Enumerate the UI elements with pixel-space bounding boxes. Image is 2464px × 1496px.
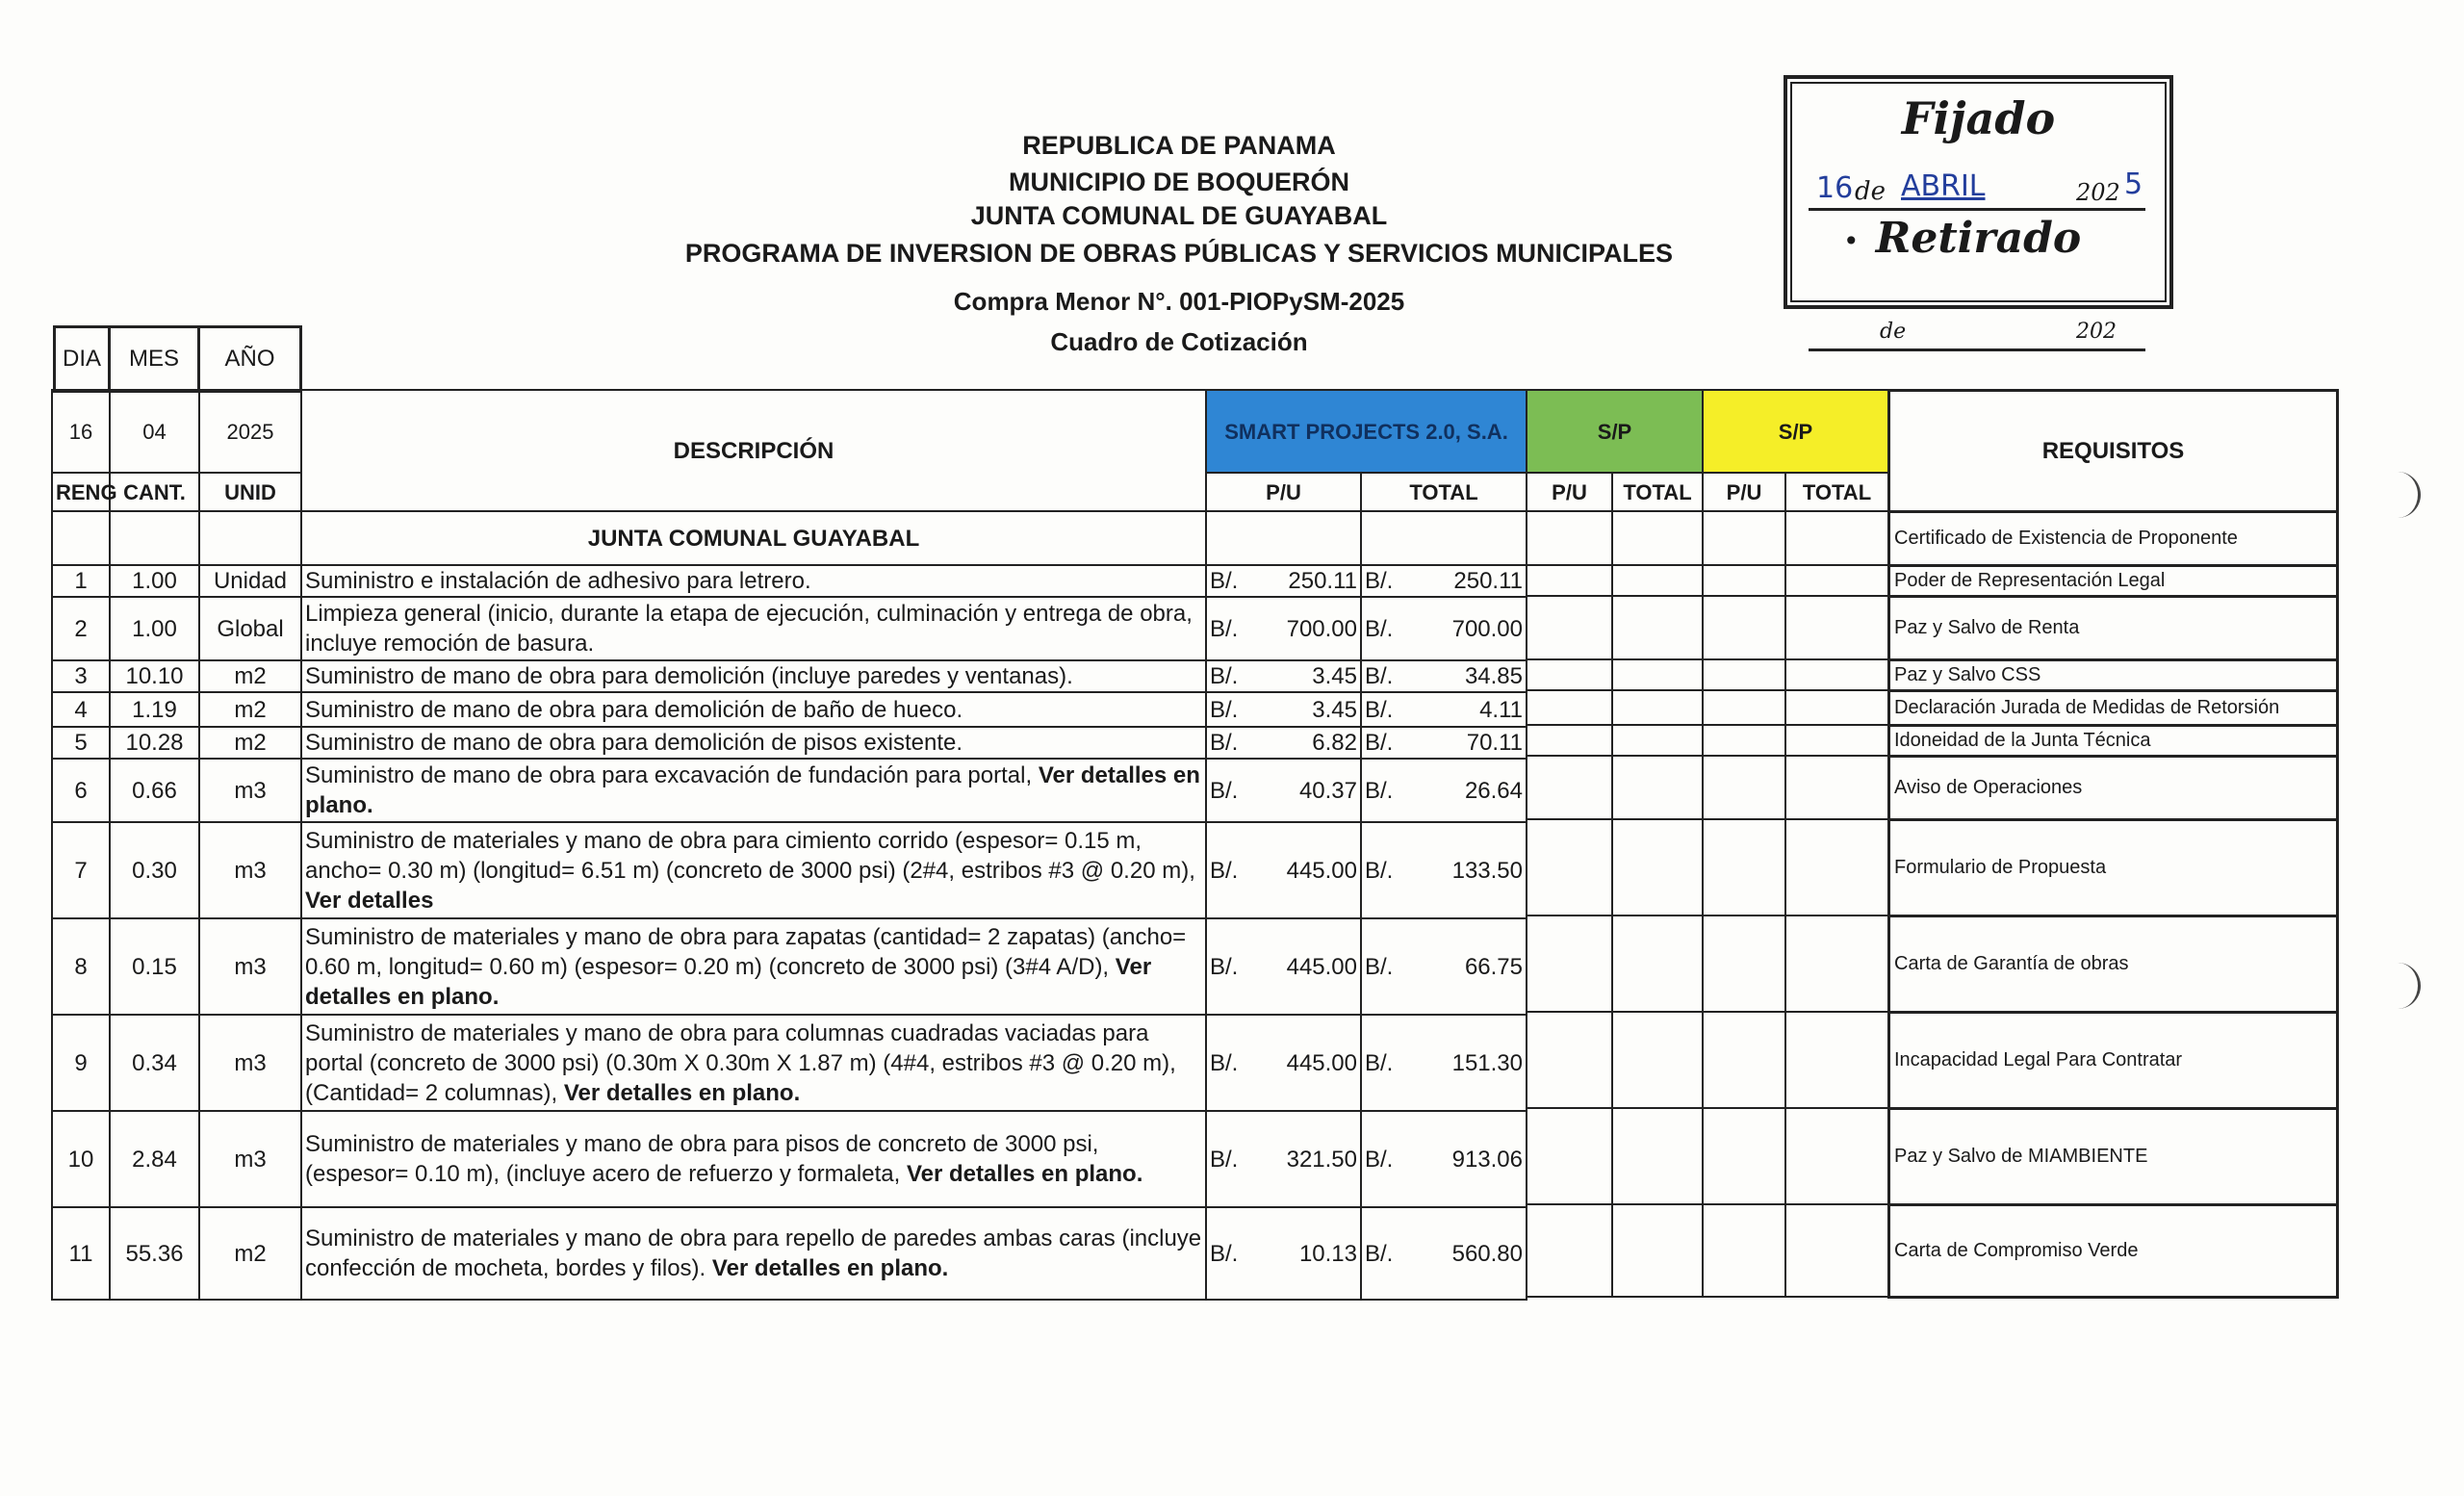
total-value: 34.85: [1464, 663, 1523, 689]
total-value: 26.64: [1464, 777, 1523, 804]
stamp-day-handwritten: 16: [1816, 171, 1854, 205]
pu-value: 445.00: [1286, 1049, 1357, 1076]
descripcion-bold-text: Ver detalles en plano.: [305, 953, 1152, 1010]
title-junta: JUNTA COMUNAL DE GUAYABAL: [970, 201, 1388, 230]
currency-label: B/.: [1210, 568, 1239, 594]
pu-cell: [1206, 660, 1361, 692]
pu-cell: [1206, 1207, 1361, 1300]
cant-cell: 1.00: [110, 565, 199, 597]
requisito-item: Incapacidad Legal Para Contratar: [1889, 1013, 2338, 1109]
stamp-mark: •: [1843, 225, 1860, 257]
table-row: [52, 597, 1527, 660]
total-cell: [1361, 565, 1527, 597]
descripcion-cell: [301, 660, 1206, 692]
descripcion-cell: [301, 692, 1206, 727]
descripcion-text: Suministro e instalación de adhesivo para letrero.: [305, 568, 811, 594]
binder-hole-mark: [2397, 963, 2421, 1009]
descripcion-cell: [301, 597, 1206, 660]
table-row: [52, 660, 1527, 692]
pu-cell: [1206, 727, 1361, 759]
stamp-de2-label: de: [1880, 320, 1907, 344]
total-cell: [1361, 918, 1527, 1015]
descripcion-text: Suministro de mano de obra para demolición de baño de hueco.: [305, 696, 963, 723]
table-row: [1527, 756, 1888, 819]
currency-label: B/.: [1210, 1049, 1239, 1076]
cant-cell: 0.15: [110, 918, 199, 1015]
descripcion-text: Suministro de mano de obra para excavación de fundación para portal,: [305, 762, 1039, 788]
stamp-year-prefix: 202: [2076, 179, 2120, 206]
table-row: [52, 822, 1527, 918]
dia-label: DIA: [55, 327, 110, 392]
cant-header: CANT.: [110, 473, 199, 511]
total-value: 700.00: [1451, 615, 1523, 642]
cant-cell: 2.84: [110, 1111, 199, 1207]
cant-cell: 0.66: [110, 759, 199, 822]
table-row: [1527, 819, 1888, 916]
unid-cell: m3: [199, 1015, 301, 1111]
total-value: 70.11: [1466, 730, 1523, 756]
sp1-total-header: TOTAL: [1612, 473, 1703, 511]
currency-label: B/.: [1365, 730, 1394, 756]
requisito-item: Declaración Jurada de Medidas de Retorsión: [1889, 691, 2338, 726]
pu-value: 445.00: [1286, 953, 1357, 980]
total-value: 66.75: [1464, 953, 1523, 980]
table-row: [1527, 1108, 1888, 1204]
total-cell: [1361, 759, 1527, 822]
unid-cell: m3: [199, 918, 301, 1015]
pu-value: 3.45: [1312, 663, 1357, 689]
currency-label: B/.: [1365, 696, 1394, 723]
title-republica: REPUBLICA DE PANAMA: [1022, 131, 1336, 160]
pu-cell: [1206, 597, 1361, 660]
total-value: 250.11: [1453, 568, 1523, 594]
table-row: [52, 1207, 1527, 1300]
unid-cell: m3: [199, 822, 301, 918]
currency-label: B/.: [1365, 1049, 1394, 1076]
table-row: [52, 1111, 1527, 1207]
requisito-item: Certificado de Existencia de Proponente: [1889, 512, 2338, 566]
cant-cell: 1.19: [110, 692, 199, 727]
descripcion-cell: [301, 1207, 1206, 1300]
sp2-total-header: TOTAL: [1785, 473, 1888, 511]
binder-hole-mark: [2397, 472, 2421, 518]
reng-cell: 11: [52, 1207, 110, 1300]
table-row: [52, 1015, 1527, 1111]
pu-header: P/U: [1206, 473, 1361, 511]
reng-cell: 6: [52, 759, 110, 822]
stamp-fijado: Fijado: [1901, 92, 2056, 144]
currency-label: B/.: [1210, 1240, 1239, 1267]
total-cell: [1361, 727, 1527, 759]
unid-cell: m2: [199, 1207, 301, 1300]
section-title: JUNTA COMUNAL GUAYABAL: [301, 511, 1206, 565]
requisito-item: Paz y Salvo CSS: [1889, 660, 2338, 691]
title-municipio: MUNICIPIO DE BOQUERÓN: [1008, 168, 1350, 196]
unid-cell: Global: [199, 597, 301, 660]
requisito-item: Aviso de Operaciones: [1889, 757, 2338, 820]
total-cell: [1361, 1111, 1527, 1207]
table-row: [1527, 725, 1888, 756]
currency-label: B/.: [1210, 1146, 1239, 1173]
mes-label: MES: [110, 327, 199, 392]
unid-cell: m2: [199, 660, 301, 692]
pu-value: 40.37: [1298, 777, 1357, 804]
compra-menor-number: Compra Menor N°. 001-PIOPySM-2025: [953, 287, 1405, 316]
descripcion-cell: [301, 565, 1206, 597]
vendor-smart-projects-header: SMART PROJECTS 2.0, S.A.: [1206, 390, 1527, 473]
total-cell: [1361, 597, 1527, 660]
currency-label: B/.: [1365, 663, 1394, 689]
reng-cell: 2: [52, 597, 110, 660]
descripcion-bold-text: Ver detalles: [305, 887, 434, 914]
table-row: [52, 727, 1527, 759]
cant-cell: 1.00: [110, 597, 199, 660]
pu-value: 6.82: [1312, 730, 1357, 756]
cant-cell: 55.36: [110, 1207, 199, 1300]
currency-label: B/.: [1365, 568, 1394, 594]
table-row: [1527, 596, 1888, 659]
reng-cell: 7: [52, 822, 110, 918]
descripcion-bold-text: Ver detalles en plano.: [906, 1161, 1143, 1187]
reng-cell: 3: [52, 660, 110, 692]
reng-header: RENG: [52, 473, 110, 511]
reng-cell: 10: [52, 1111, 110, 1207]
total-value: 913.06: [1451, 1146, 1523, 1173]
total-value: 4.11: [1479, 696, 1523, 723]
descripcion-text: Suministro de materiales y mano de obra para repello de paredes ambas caras (incluye confección de mocheta, bordes y filos).: [305, 1225, 1202, 1281]
ano-value: 2025: [199, 390, 301, 473]
pu-value: 10.13: [1298, 1240, 1357, 1267]
descripcion-text: Suministro de mano de obra para demolición de pisos existente.: [305, 730, 963, 756]
descripcion-cell: [301, 1015, 1206, 1111]
requisito-item: Carta de Compromiso Verde: [1889, 1205, 2338, 1298]
unid-cell: m2: [199, 727, 301, 759]
fijado-retirado-stamp: [1784, 75, 2173, 344]
descripcion-text: Suministro de mano de obra para demolición (incluye paredes y ventanas).: [305, 663, 1073, 689]
title-programa: PROGRAMA DE INVERSION DE OBRAS PÚBLICAS Y SERVICIOS MUNICIPALES: [684, 239, 1674, 268]
descripcion-cell: [301, 727, 1206, 759]
total-cell: [1361, 822, 1527, 918]
stamp-retirado: Retirado: [1875, 214, 2082, 263]
descripcion-text: Suministro de materiales y mano de obra para cimiento corrido (espesor= 0.15 m, ancho= 0.30 m) (longitud= 6.51 m) (concreto de 3000 psi) (2#4, estribos #3 @ 0.20 m),: [305, 827, 1195, 884]
stamp-de-label: de: [1855, 177, 1886, 206]
descripcion-cell: [301, 822, 1206, 918]
pu-cell: [1206, 822, 1361, 918]
pu-cell: [1206, 918, 1361, 1015]
table-row: [1527, 916, 1888, 1012]
total-value: 133.50: [1451, 857, 1523, 884]
table-row: [52, 565, 1527, 597]
total-value: 560.80: [1451, 1240, 1523, 1267]
unid-cell: m2: [199, 692, 301, 727]
descripcion-text: Suministro de materiales y mano de obra para columnas cuadradas vaciadas para portal (concreto de 3000 psi) (0.30m X 0.30m X 1.87 m) (4#4, estribos #3 @ 0.20 m), (Cantidad= 2 columnas),: [305, 1019, 1176, 1106]
descripcion-cell: [301, 1111, 1206, 1207]
currency-label: B/.: [1210, 696, 1239, 723]
currency-label: B/.: [1365, 857, 1394, 884]
descripcion-bold-text: Ver detalles en plano.: [305, 762, 1200, 818]
currency-label: B/.: [1210, 730, 1239, 756]
currency-label: B/.: [1365, 953, 1394, 980]
requisito-item: Paz y Salvo de MIAMBIENTE: [1889, 1109, 2338, 1205]
table-row: [1527, 1012, 1888, 1108]
descripcion-header: DESCRIPCIÓN: [301, 390, 1206, 511]
requisito-item: Idoneidad de la Junta Técnica: [1889, 726, 2338, 757]
descripcion-text: Suministro de materiales y mano de obra para pisos de concreto de 3000 psi, (espesor= 0.10 m), (incluye acero de refuerzo y formaleta,: [305, 1131, 1099, 1187]
currency-label: B/.: [1365, 1146, 1394, 1173]
total-cell: [1361, 1015, 1527, 1111]
table-row: [1527, 1204, 1888, 1297]
pu-cell: [1206, 1111, 1361, 1207]
unid-cell: m3: [199, 759, 301, 822]
requisito-item: Carta de Garantía de obras: [1889, 916, 2338, 1013]
reng-cell: 4: [52, 692, 110, 727]
unid-cell: Unidad: [199, 565, 301, 597]
requisito-item: Paz y Salvo de Renta: [1889, 597, 2338, 660]
descripcion-text: Suministro de materiales y mano de obra para zapatas (cantidad= 2 zapatas) (ancho= 0.60 m, longitud= 0.60 m) (espesor= 0.20 m) (concreto de 3000 psi) (3#4 A/D),: [305, 923, 1187, 980]
reng-cell: 1: [52, 565, 110, 597]
table-row: [1527, 690, 1888, 725]
requisitos-header: REQUISITOS: [1889, 391, 2338, 512]
total-cell: [1361, 660, 1527, 692]
pu-cell: [1206, 759, 1361, 822]
total-value: 151.30: [1451, 1049, 1523, 1076]
currency-label: B/.: [1210, 857, 1239, 884]
reng-cell: 5: [52, 727, 110, 759]
pu-value: 445.00: [1286, 857, 1357, 884]
pu-value: 250.11: [1288, 568, 1357, 594]
sp1-pu-header: P/U: [1527, 473, 1612, 511]
cant-cell: 10.10: [110, 660, 199, 692]
descripcion-cell: [301, 759, 1206, 822]
table-row: [52, 692, 1527, 727]
pu-value: 700.00: [1286, 615, 1357, 642]
ano-label: AÑO: [199, 327, 301, 392]
total-header: TOTAL: [1361, 473, 1527, 511]
currency-label: B/.: [1210, 615, 1239, 642]
stamp-month-handwritten: ABRIL: [1901, 169, 1986, 203]
quotation-table: [51, 389, 1527, 1301]
unid-header: UNID: [199, 473, 301, 511]
pu-value: 3.45: [1312, 696, 1357, 723]
table-row: [52, 759, 1527, 822]
date-header-table: [53, 325, 302, 393]
table-row: [1527, 565, 1888, 596]
cuadro-cotizacion-title: Cuadro de Cotización: [1050, 327, 1308, 356]
pu-cell: [1206, 1015, 1361, 1111]
cant-cell: 0.34: [110, 1015, 199, 1111]
currency-label: B/.: [1210, 777, 1239, 804]
currency-label: B/.: [1365, 615, 1394, 642]
table-row: [52, 918, 1527, 1015]
requisito-item: Poder de Representación Legal: [1889, 566, 2338, 597]
pu-value: 321.50: [1286, 1146, 1357, 1173]
stamp-year-digit-handwritten: 5: [2124, 168, 2143, 201]
sp2-pu-header: P/U: [1703, 473, 1785, 511]
currency-label: B/.: [1365, 1240, 1394, 1267]
currency-label: B/.: [1210, 953, 1239, 980]
mes-value: 04: [110, 390, 199, 473]
vendor-sp-2-header: S/P: [1703, 390, 1888, 473]
other-vendors-table: [1526, 389, 1889, 1298]
vendor-sp-1-header: S/P: [1527, 390, 1703, 473]
descripcion-bold-text: Ver detalles en plano.: [563, 1079, 801, 1106]
cant-cell: 10.28: [110, 727, 199, 759]
currency-label: B/.: [1365, 777, 1394, 804]
requisitos-table: [1887, 389, 2339, 1299]
pu-cell: [1206, 565, 1361, 597]
descripcion-bold-text: Ver detalles en plano.: [711, 1255, 949, 1281]
table-row: [1527, 659, 1888, 690]
stamp-year-prefix2: 202: [2076, 320, 2117, 344]
pu-cell: [1206, 692, 1361, 727]
requisito-item: Formulario de Propuesta: [1889, 820, 2338, 916]
dia-value: 16: [52, 390, 110, 473]
total-cell: [1361, 1207, 1527, 1300]
unid-cell: m3: [199, 1111, 301, 1207]
reng-cell: 9: [52, 1015, 110, 1111]
total-cell: [1361, 692, 1527, 727]
reng-cell: 8: [52, 918, 110, 1015]
cant-cell: 0.30: [110, 822, 199, 918]
descripcion-cell: [301, 918, 1206, 1015]
descripcion-text: Limpieza general (inicio, durante la etapa de ejecución, culminación y entrega de obra, incluye remoción de basura.: [305, 601, 1193, 657]
currency-label: B/.: [1210, 663, 1239, 689]
